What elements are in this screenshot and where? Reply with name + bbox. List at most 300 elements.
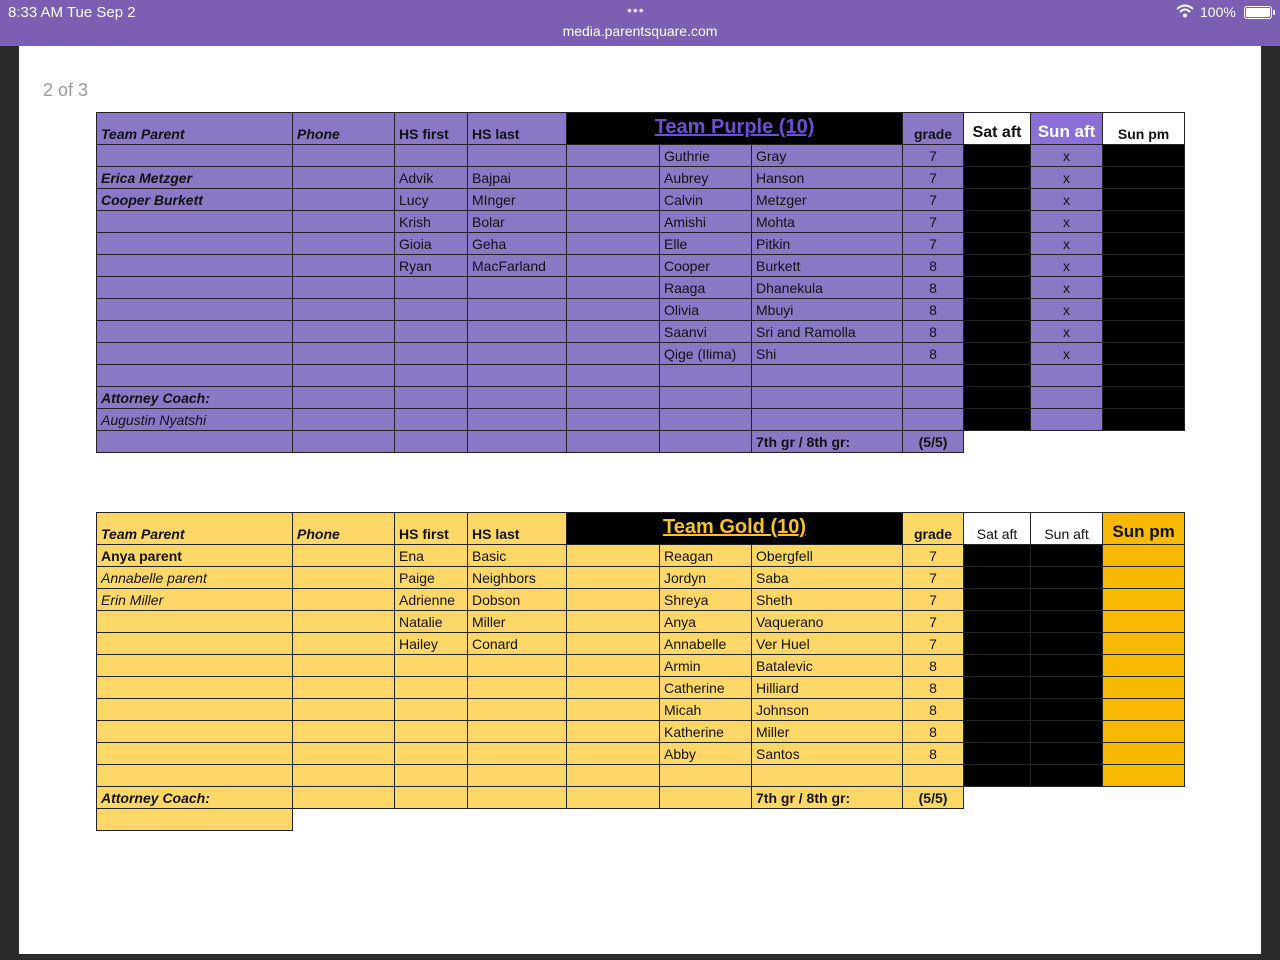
hs-last-cell xyxy=(468,409,567,431)
spacer-cell xyxy=(567,545,660,567)
sun-aft-cell: x xyxy=(1031,167,1103,189)
hs-first-cell xyxy=(395,765,468,787)
hs-first-cell xyxy=(395,387,468,409)
header-grade: grade xyxy=(903,113,964,145)
sun-aft-cell: x xyxy=(1031,233,1103,255)
sat-aft-cell xyxy=(964,677,1031,699)
header-sun-pm: Sun pm xyxy=(1103,513,1185,545)
empty-cell xyxy=(1103,431,1185,453)
empty-cell xyxy=(1031,809,1103,831)
sat-aft-cell xyxy=(964,343,1031,365)
sat-aft-cell xyxy=(964,743,1031,765)
phone-cell xyxy=(293,633,395,655)
sun-pm-cell xyxy=(1103,677,1185,699)
team-parent-cell xyxy=(97,145,293,167)
header-grade: grade xyxy=(903,513,964,545)
student-first-cell: Olivia xyxy=(660,299,752,321)
spacer-cell xyxy=(567,343,660,365)
team-parent-cell xyxy=(97,343,293,365)
phone-cell xyxy=(293,365,395,387)
empty-cell xyxy=(395,809,468,831)
table-row xyxy=(97,211,1185,233)
team-parent-cell: Attorney Coach: xyxy=(97,387,293,409)
hs-first-cell xyxy=(395,321,468,343)
sun-pm-cell xyxy=(1103,765,1185,787)
grade-cell xyxy=(903,365,964,387)
sun-pm-cell xyxy=(1103,211,1185,233)
sat-aft-cell xyxy=(964,409,1031,431)
sat-aft-cell xyxy=(964,721,1031,743)
empty-cell xyxy=(1103,787,1185,809)
phone-cell xyxy=(293,343,395,365)
sun-pm-cell xyxy=(1103,721,1185,743)
sun-pm-cell xyxy=(1103,365,1185,387)
table-row xyxy=(97,611,1185,633)
sun-aft-cell xyxy=(1031,699,1103,721)
empty-cell xyxy=(964,431,1031,453)
team-parent-cell xyxy=(97,277,293,299)
student-last-cell: Dhanekula xyxy=(752,277,903,299)
empty-cell xyxy=(660,809,752,831)
header-hs-first: HS first xyxy=(395,513,468,545)
table-row xyxy=(97,299,1185,321)
sun-pm-cell xyxy=(1103,321,1185,343)
wifi-icon xyxy=(1176,4,1194,18)
sun-pm-cell xyxy=(1103,699,1185,721)
student-first-cell: Aubrey xyxy=(660,167,752,189)
team-purple-table xyxy=(96,112,1185,453)
sun-pm-cell xyxy=(1103,387,1185,409)
team-parent-cell: Augustin Nyatshi xyxy=(97,409,293,431)
table-row xyxy=(97,409,1185,431)
sat-aft-cell xyxy=(964,211,1031,233)
sat-aft-cell xyxy=(964,387,1031,409)
header-sun-aft: Sun aft xyxy=(1031,513,1103,545)
header-hs-first: HS first xyxy=(395,113,468,145)
table-row xyxy=(97,365,1185,387)
student-last-cell: Shi xyxy=(752,343,903,365)
sun-pm-cell xyxy=(1103,233,1185,255)
student-last-cell xyxy=(752,365,903,387)
phone-cell xyxy=(293,277,395,299)
battery-percent: 100% xyxy=(1200,4,1236,20)
sun-aft-cell: x xyxy=(1031,255,1103,277)
sun-pm-cell xyxy=(1103,567,1185,589)
student-last-cell: Johnson xyxy=(752,699,903,721)
table-row xyxy=(97,545,1185,567)
hs-last-cell xyxy=(468,787,567,809)
spacer-cell xyxy=(567,721,660,743)
grade-cell: 8 xyxy=(903,699,964,721)
phone-cell xyxy=(293,167,395,189)
sun-aft-cell xyxy=(1031,589,1103,611)
student-first-cell: Cooper xyxy=(660,255,752,277)
header-sat-aft: Sat aft xyxy=(964,113,1031,145)
sun-pm-cell xyxy=(1103,255,1185,277)
sun-aft-cell xyxy=(1031,743,1103,765)
student-first-cell: Reagan xyxy=(660,545,752,567)
student-first-cell xyxy=(660,409,752,431)
hs-last-cell: MInger xyxy=(468,189,567,211)
sun-pm-cell xyxy=(1103,545,1185,567)
table-row xyxy=(97,387,1185,409)
team-parent-cell: Annabelle parent xyxy=(97,567,293,589)
sun-pm-cell xyxy=(1103,299,1185,321)
student-first-cell: Raaga xyxy=(660,277,752,299)
hs-last-cell: Dobson xyxy=(468,589,567,611)
grade-cell: 7 xyxy=(903,211,964,233)
student-last-cell: Mbuyi xyxy=(752,299,903,321)
grade-cell xyxy=(903,765,964,787)
sat-aft-cell xyxy=(964,765,1031,787)
team-parent-cell xyxy=(97,809,293,831)
grade-cell: 8 xyxy=(903,743,964,765)
team-parent-cell xyxy=(97,255,293,277)
empty-cell xyxy=(567,809,660,831)
team-parent-cell xyxy=(97,431,293,453)
table-row xyxy=(97,431,1185,453)
hs-first-cell: Hailey xyxy=(395,633,468,655)
sun-aft-cell: x xyxy=(1031,211,1103,233)
team-parent-cell xyxy=(97,677,293,699)
student-first-cell: Guthrie xyxy=(660,145,752,167)
phone-cell xyxy=(293,321,395,343)
hs-first-cell xyxy=(395,299,468,321)
table-row xyxy=(97,589,1185,611)
student-last-cell: Saba xyxy=(752,567,903,589)
sat-aft-cell xyxy=(964,277,1031,299)
team-title: Team Purple (10) xyxy=(567,113,903,145)
grade-cell: 7 xyxy=(903,189,964,211)
sun-pm-cell xyxy=(1103,655,1185,677)
sun-aft-cell: x xyxy=(1031,321,1103,343)
student-last-cell: Obergfell xyxy=(752,545,903,567)
sun-aft-cell xyxy=(1031,633,1103,655)
spacer-cell xyxy=(567,255,660,277)
table-row xyxy=(97,145,1185,167)
hs-last-cell: Bolar xyxy=(468,211,567,233)
hs-last-cell xyxy=(468,743,567,765)
hs-last-cell xyxy=(468,699,567,721)
hs-first-cell xyxy=(395,743,468,765)
student-last-cell: Pitkin xyxy=(752,233,903,255)
phone-cell xyxy=(293,589,395,611)
student-last-cell: Sheth xyxy=(752,589,903,611)
phone-cell xyxy=(293,299,395,321)
student-first-cell: Annabelle xyxy=(660,633,752,655)
hs-first-cell: Natalie xyxy=(395,611,468,633)
student-last-cell: Ver Huel xyxy=(752,633,903,655)
hs-last-cell xyxy=(468,343,567,365)
student-first-cell: Amishi xyxy=(660,211,752,233)
sun-pm-cell xyxy=(1103,277,1185,299)
grade-cell: 8 xyxy=(903,299,964,321)
hs-last-cell xyxy=(468,145,567,167)
hs-first-cell: Krish xyxy=(395,211,468,233)
spacer-cell xyxy=(567,365,660,387)
hs-first-cell xyxy=(395,699,468,721)
phone-cell xyxy=(293,409,395,431)
table-row xyxy=(97,277,1185,299)
hs-last-cell xyxy=(468,431,567,453)
grade-cell: 7 xyxy=(903,567,964,589)
spacer-cell xyxy=(567,787,660,809)
empty-cell xyxy=(1031,431,1103,453)
hs-first-cell xyxy=(395,677,468,699)
hs-last-cell xyxy=(468,765,567,787)
hs-last-cell: Miller xyxy=(468,611,567,633)
hs-last-cell xyxy=(468,299,567,321)
sun-aft-cell xyxy=(1031,567,1103,589)
header-sun-pm: Sun pm xyxy=(1103,113,1185,145)
spacer-cell xyxy=(567,211,660,233)
phone-cell xyxy=(293,677,395,699)
sat-aft-cell xyxy=(964,365,1031,387)
grade-cell: 8 xyxy=(903,655,964,677)
hs-first-cell xyxy=(395,431,468,453)
spacer-cell xyxy=(567,409,660,431)
student-first-cell xyxy=(660,765,752,787)
spacer-cell xyxy=(567,699,660,721)
student-last-cell: Burkett xyxy=(752,255,903,277)
student-first-cell: Anya xyxy=(660,611,752,633)
table-row xyxy=(97,721,1185,743)
student-first-cell xyxy=(660,365,752,387)
spacer-cell xyxy=(567,167,660,189)
header-row xyxy=(97,113,1185,145)
hs-first-cell: Lucy xyxy=(395,189,468,211)
hs-last-cell xyxy=(468,321,567,343)
student-first-cell: Armin xyxy=(660,655,752,677)
url-label[interactable]: media.parentsquare.com xyxy=(562,23,718,39)
header-team-parent: Team Parent xyxy=(97,513,293,545)
spacer-cell xyxy=(567,765,660,787)
grade-cell: 7 xyxy=(903,167,964,189)
hs-last-cell xyxy=(468,277,567,299)
team-parent-cell xyxy=(97,611,293,633)
spacer-cell xyxy=(567,277,660,299)
student-last-cell: Miller xyxy=(752,721,903,743)
team-parent-cell xyxy=(97,633,293,655)
sun-pm-cell xyxy=(1103,743,1185,765)
sat-aft-cell xyxy=(964,299,1031,321)
hs-last-cell: Basic xyxy=(468,545,567,567)
header-phone: Phone xyxy=(293,513,395,545)
sun-pm-cell xyxy=(1103,343,1185,365)
phone-cell xyxy=(293,145,395,167)
student-first-cell: Qige (Ilima) xyxy=(660,343,752,365)
spacer-cell xyxy=(567,567,660,589)
hs-last-cell: Conard xyxy=(468,633,567,655)
team-parent-cell xyxy=(97,299,293,321)
team-parent-cell: Erin Miller xyxy=(97,589,293,611)
hs-first-cell xyxy=(395,787,468,809)
table-row xyxy=(97,233,1185,255)
student-first-cell xyxy=(660,387,752,409)
hs-first-cell xyxy=(395,655,468,677)
student-last-cell xyxy=(752,765,903,787)
battery-icon xyxy=(1244,6,1272,19)
student-first-cell xyxy=(660,787,752,809)
sun-pm-cell xyxy=(1103,589,1185,611)
spacer-cell xyxy=(567,677,660,699)
hs-first-cell: Paige xyxy=(395,567,468,589)
student-first-cell: Jordyn xyxy=(660,567,752,589)
student-last-cell: Mohta xyxy=(752,211,903,233)
sun-aft-cell: x xyxy=(1031,145,1103,167)
grade-cell: 8 xyxy=(903,343,964,365)
more-dots-icon[interactable]: ••• xyxy=(627,2,645,18)
sun-aft-cell xyxy=(1031,611,1103,633)
grade-cell: 8 xyxy=(903,677,964,699)
table-row xyxy=(97,809,1185,831)
student-last-cell: Sri and Ramolla xyxy=(752,321,903,343)
table-row xyxy=(97,189,1185,211)
student-first-cell: Saanvi xyxy=(660,321,752,343)
team-parent-cell xyxy=(97,655,293,677)
hs-last-cell xyxy=(468,365,567,387)
phone-cell xyxy=(293,211,395,233)
empty-cell xyxy=(752,809,903,831)
student-last-cell: Metzger xyxy=(752,189,903,211)
spacer-cell xyxy=(567,321,660,343)
student-first-cell: Shreya xyxy=(660,589,752,611)
team-parent-cell: Attorney Coach: xyxy=(97,787,293,809)
header-team-parent: Team Parent xyxy=(97,113,293,145)
grade-cell: 7 xyxy=(903,633,964,655)
phone-cell xyxy=(293,611,395,633)
sat-aft-cell xyxy=(964,567,1031,589)
status-bar xyxy=(0,0,1280,46)
sat-aft-cell xyxy=(964,255,1031,277)
phone-cell xyxy=(293,567,395,589)
sat-aft-cell xyxy=(964,321,1031,343)
table-row xyxy=(97,167,1185,189)
spacer-cell xyxy=(567,145,660,167)
team-gold-table xyxy=(96,512,1185,831)
phone-cell xyxy=(293,765,395,787)
student-first-cell: Micah xyxy=(660,699,752,721)
team-parent-cell xyxy=(97,721,293,743)
hs-first-cell: Gioia xyxy=(395,233,468,255)
student-first-cell: Abby xyxy=(660,743,752,765)
student-first-cell: Calvin xyxy=(660,189,752,211)
empty-cell xyxy=(1031,787,1103,809)
sat-aft-cell xyxy=(964,233,1031,255)
empty-cell xyxy=(964,809,1031,831)
student-last-cell: Vaquerano xyxy=(752,611,903,633)
sat-aft-cell xyxy=(964,655,1031,677)
sun-aft-cell xyxy=(1031,765,1103,787)
spacer-cell xyxy=(567,189,660,211)
header-sun-aft: Sun aft xyxy=(1031,113,1103,145)
team-parent-cell: Cooper Burkett xyxy=(97,189,293,211)
team-parent-cell xyxy=(97,211,293,233)
spacer-cell xyxy=(567,611,660,633)
sun-aft-cell xyxy=(1031,365,1103,387)
student-last-cell: 7th gr / 8th gr: xyxy=(752,431,903,453)
table-row xyxy=(97,765,1185,787)
empty-cell xyxy=(293,809,395,831)
hs-first-cell: Ryan xyxy=(395,255,468,277)
hs-last-cell xyxy=(468,387,567,409)
hs-first-cell xyxy=(395,343,468,365)
status-time: 8:33 AM Tue Sep 2 xyxy=(8,4,136,21)
hs-last-cell: Bajpai xyxy=(468,167,567,189)
team-parent-cell xyxy=(97,699,293,721)
header-phone: Phone xyxy=(293,113,395,145)
student-first-cell: Katherine xyxy=(660,721,752,743)
student-last-cell xyxy=(752,409,903,431)
student-first-cell xyxy=(660,431,752,453)
spacer-cell xyxy=(567,431,660,453)
sun-aft-cell: x xyxy=(1031,189,1103,211)
student-last-cell: Santos xyxy=(752,743,903,765)
hs-first-cell xyxy=(395,365,468,387)
sun-aft-cell: x xyxy=(1031,277,1103,299)
grade-cell: 7 xyxy=(903,611,964,633)
header-hs-last: HS last xyxy=(468,513,567,545)
team-parent-cell xyxy=(97,233,293,255)
sun-pm-cell xyxy=(1103,633,1185,655)
team-title: Team Gold (10) xyxy=(567,513,903,545)
table-row xyxy=(97,743,1185,765)
phone-cell xyxy=(293,721,395,743)
team-parent-cell: Anya parent xyxy=(97,545,293,567)
grade-cell: 8 xyxy=(903,277,964,299)
grade-cell: (5/5) xyxy=(903,787,964,809)
sun-pm-cell xyxy=(1103,611,1185,633)
sun-aft-cell xyxy=(1031,721,1103,743)
sat-aft-cell xyxy=(964,189,1031,211)
grade-cell: 8 xyxy=(903,255,964,277)
team-parent-cell xyxy=(97,765,293,787)
spacer-cell xyxy=(567,233,660,255)
sun-aft-cell: x xyxy=(1031,343,1103,365)
sat-aft-cell xyxy=(964,167,1031,189)
phone-cell xyxy=(293,699,395,721)
hs-first-cell xyxy=(395,409,468,431)
table-row xyxy=(97,677,1185,699)
student-first-cell: Elle xyxy=(660,233,752,255)
phone-cell xyxy=(293,431,395,453)
hs-first-cell xyxy=(395,145,468,167)
table-row xyxy=(97,255,1185,277)
grade-cell: 7 xyxy=(903,545,964,567)
grade-cell: 8 xyxy=(903,721,964,743)
grade-cell xyxy=(903,387,964,409)
table-row xyxy=(97,321,1185,343)
spacer-cell xyxy=(567,633,660,655)
team-parent-cell: Erica Metzger xyxy=(97,167,293,189)
spacer-cell xyxy=(567,299,660,321)
team-parent-cell xyxy=(97,365,293,387)
table-row xyxy=(97,787,1185,809)
grade-cell: 7 xyxy=(903,145,964,167)
header-sat-aft: Sat aft xyxy=(964,513,1031,545)
sun-pm-cell xyxy=(1103,189,1185,211)
hs-first-cell xyxy=(395,721,468,743)
table-row xyxy=(97,633,1185,655)
hs-first-cell xyxy=(395,277,468,299)
hs-last-cell: Neighbors xyxy=(468,567,567,589)
phone-cell xyxy=(293,387,395,409)
grade-cell: 7 xyxy=(903,233,964,255)
student-last-cell: 7th gr / 8th gr: xyxy=(752,787,903,809)
phone-cell xyxy=(293,255,395,277)
student-last-cell: Hanson xyxy=(752,167,903,189)
team-parent-cell xyxy=(97,743,293,765)
